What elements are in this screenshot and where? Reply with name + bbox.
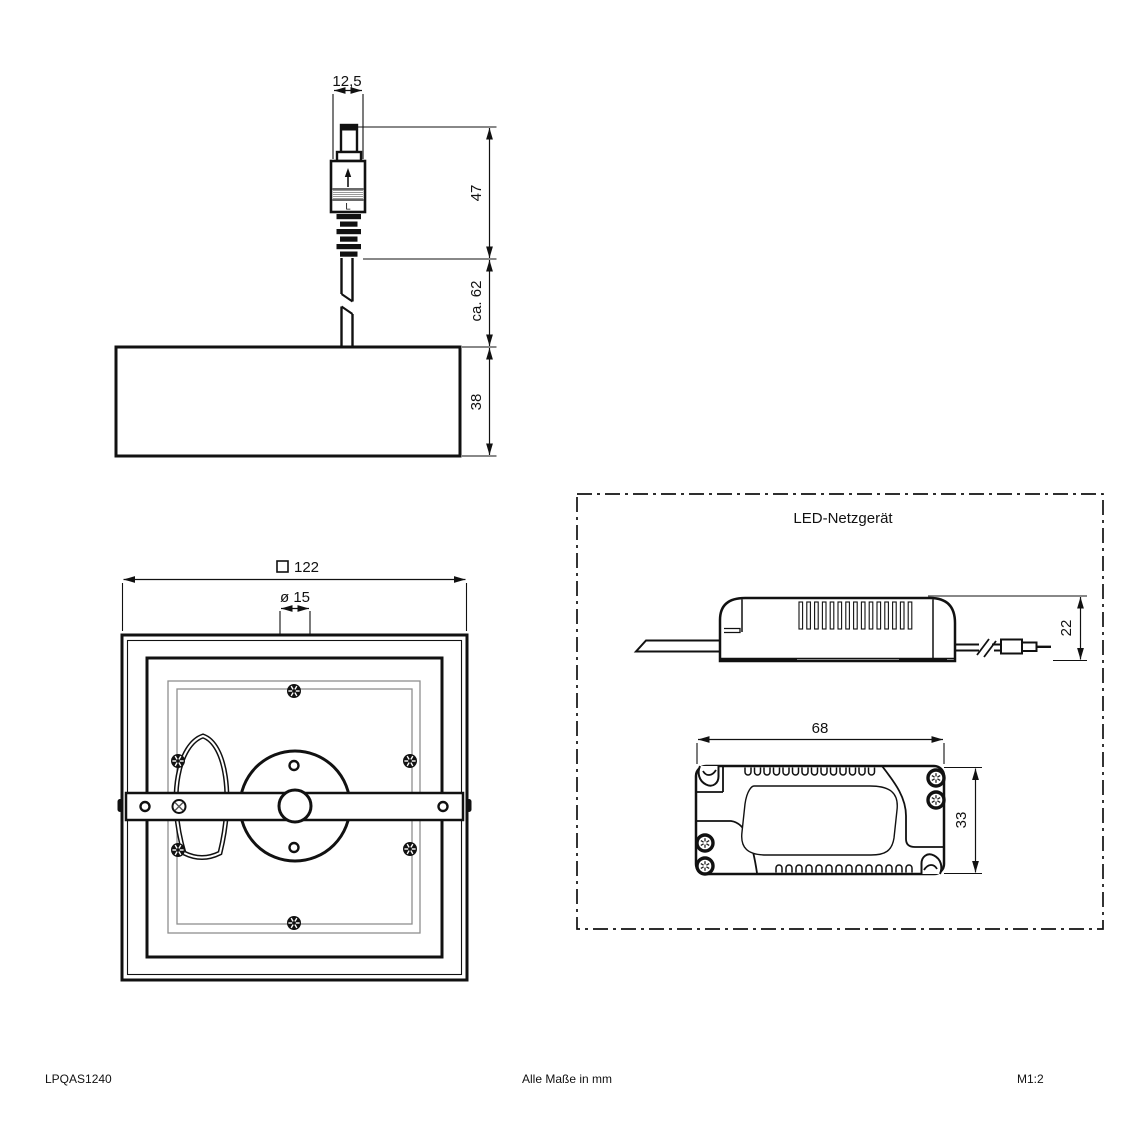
output-plug-tip bbox=[1022, 643, 1037, 652]
dim-driver-height-label: 22 bbox=[1058, 619, 1075, 637]
crosshead-screw-icon bbox=[287, 684, 301, 698]
driver-top-view bbox=[696, 720, 982, 874]
plug-connector bbox=[331, 125, 365, 257]
dim-square-label: 122 bbox=[294, 559, 320, 576]
driver-label-field bbox=[742, 786, 898, 855]
crosshead-screw-icon bbox=[403, 754, 417, 768]
center-hole bbox=[279, 790, 311, 822]
product-code-label: LPQAS1240 bbox=[45, 1072, 112, 1086]
plate-hole-top bbox=[290, 761, 299, 770]
bracket-hole-left bbox=[141, 802, 150, 811]
scale-label: M1:2 bbox=[1017, 1072, 1044, 1086]
driver-flat-cable bbox=[636, 641, 720, 652]
rib-inset bbox=[340, 252, 358, 257]
luminaire-body bbox=[116, 347, 460, 456]
rib-full bbox=[337, 229, 362, 234]
torx-screw-icon bbox=[928, 792, 944, 808]
plug-neck bbox=[337, 152, 361, 161]
torx-screw-icon bbox=[697, 835, 713, 851]
plate-hole-bottom bbox=[290, 843, 299, 852]
output-plug bbox=[1001, 640, 1022, 654]
driver-output-cable bbox=[955, 639, 1051, 657]
bottom-pad-left bbox=[721, 658, 797, 662]
title-block bbox=[45, 1072, 1044, 1086]
dim-connector-height-label: 47 bbox=[468, 184, 485, 202]
torx-screw-icon bbox=[697, 858, 713, 874]
crosshead-screw-icon bbox=[171, 843, 185, 857]
luminaire-side-view bbox=[116, 73, 497, 456]
bracket-hole-right bbox=[439, 802, 448, 811]
rib-full bbox=[337, 244, 362, 249]
plug-tip-cap bbox=[340, 125, 358, 131]
torx-screw-icon bbox=[928, 770, 944, 786]
dim-hole-label: ø 15 bbox=[279, 589, 311, 606]
dim-driver-width-label: 68 bbox=[811, 720, 829, 737]
dim-body-height-label: 38 bbox=[468, 393, 485, 411]
bracket-screw bbox=[173, 800, 186, 813]
square-symbol-icon bbox=[277, 561, 288, 572]
dim-cable-length-label: ca. 62 bbox=[468, 280, 485, 322]
dim-plug-width-label: 12,5 bbox=[332, 73, 362, 90]
units-note-label: Alle Maße in mm bbox=[521, 1072, 613, 1086]
dim-driver-depth-label: 33 bbox=[953, 811, 970, 829]
crosshead-screw-icon bbox=[403, 842, 417, 856]
strain-relief bbox=[337, 214, 362, 257]
driver-panel bbox=[577, 494, 1103, 929]
bottom-pad-right bbox=[899, 658, 947, 662]
cable bbox=[342, 258, 353, 347]
luminaire-back-view bbox=[118, 559, 472, 980]
rib-inset bbox=[340, 237, 358, 242]
bracket-tab-left bbox=[118, 799, 123, 812]
driver-title: LED-Netzgerät bbox=[793, 510, 893, 527]
crosshead-screw-icon bbox=[171, 754, 185, 768]
driver-side-view bbox=[636, 596, 1087, 662]
bracket-tab-right bbox=[467, 799, 472, 812]
crosshead-screw-icon bbox=[287, 916, 301, 930]
rib-inset bbox=[340, 222, 358, 227]
rib-full bbox=[337, 214, 362, 219]
plug-marking-label: L bbox=[345, 201, 351, 213]
